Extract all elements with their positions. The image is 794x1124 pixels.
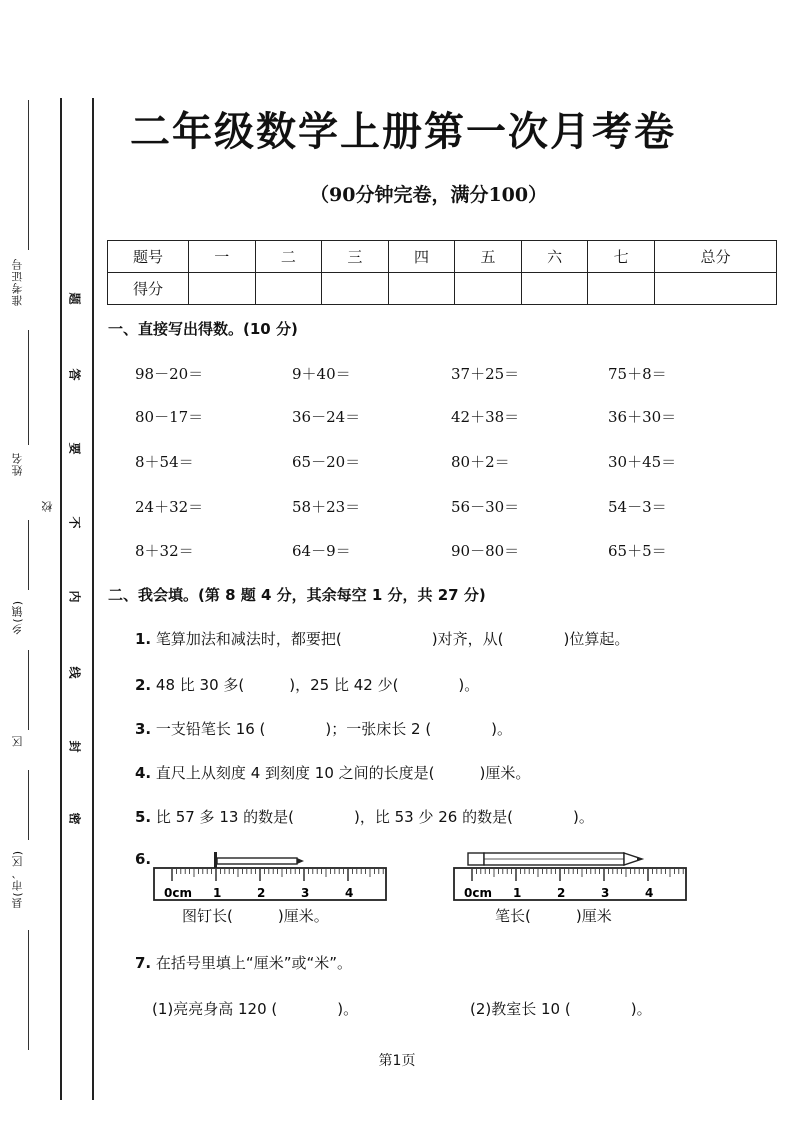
ruler-tick-label: 1 (213, 886, 222, 900)
calc-item: 36＋30＝ (608, 408, 677, 426)
score-table (107, 240, 777, 305)
seal-char: 不 (67, 516, 82, 529)
score-input-cell[interactable] (255, 273, 322, 305)
score-header-cell: 七 (588, 241, 655, 273)
score-input-cell[interactable] (588, 273, 655, 305)
question-text: 笔算加法和减法时，都要把( )对齐，从( )位算起。 (155, 630, 630, 648)
score-input-cell[interactable] (189, 273, 256, 305)
score-header-cell: 三 (322, 241, 389, 273)
question-1 (135, 628, 629, 649)
score-input-cell[interactable] (455, 273, 522, 305)
score-header-cell: 四 (388, 241, 455, 273)
question-text: 比 57 多 13 的数是( )，比 53 少 26 的数是( )。 (155, 808, 594, 826)
calc-item: 36－24＝ (292, 408, 361, 426)
side-label-name: 姓名 (11, 452, 24, 476)
question-7 (135, 952, 352, 973)
question-number: 7. (135, 954, 152, 972)
calc-item: 75＋8＝ (608, 365, 667, 383)
seal-char: 密 (67, 812, 82, 825)
side-label-district: 区 (11, 735, 24, 747)
question-2 (135, 674, 479, 695)
question-number: 1. (135, 630, 152, 648)
question-number: 2. (135, 676, 152, 694)
calc-item: 24＋32＝ (135, 498, 204, 516)
score-header-cell: 五 (455, 241, 522, 273)
calc-item: 65－20＝ (292, 453, 361, 471)
calc-item: 54－3＝ (608, 498, 667, 516)
side-underline (28, 770, 29, 840)
ruler-caption-pencil: 笔长( )厘米 (495, 907, 612, 925)
question-6 (135, 850, 151, 868)
seal-char: 内 (67, 590, 82, 603)
side-underline (28, 930, 29, 1050)
pencil-icon (468, 853, 642, 865)
score-header-cell: 题号 (108, 241, 189, 273)
question-7-part-1: (1)亮亮身高 120 ( )。 (152, 1000, 359, 1018)
side-label-school: 校 (41, 500, 54, 512)
calc-item: 42＋38＝ (451, 408, 520, 426)
question-number: 5. (135, 808, 152, 826)
ruler-caption-thumbtack: 图钉长( )厘米。 (182, 907, 329, 925)
seal-char: 线 (67, 666, 82, 679)
question-text: 直尺上从刻度 4 到刻度 10 之间的长度是( )厘米。 (155, 764, 531, 782)
section-1-title: 一、直接写出得数。(10 分) (108, 320, 298, 338)
calc-item: 90－80＝ (451, 542, 520, 560)
page-subtitle: （90分钟完卷，满分100） (310, 184, 548, 206)
ruler-thumbtack-figure (152, 848, 392, 904)
question-text: 在括号里填上“厘米”或“米”。 (155, 954, 353, 972)
seal-char: 封 (67, 740, 82, 753)
calc-item: 80＋2＝ (451, 453, 510, 471)
binding-line-left (60, 98, 62, 1100)
seal-char: 题 (67, 292, 82, 305)
calc-item: 80－17＝ (135, 408, 204, 426)
question-number: 6. (135, 850, 152, 868)
side-underline (28, 520, 29, 590)
section-2-title: 二、我会填。(第 8 题 4 分，其余每空 1 分，共 27 分) (108, 586, 486, 604)
ruler-tick-label: 3 (601, 886, 610, 900)
score-row-label: 得分 (108, 273, 189, 305)
calc-item: 64－9＝ (292, 542, 351, 560)
ruler-tick-label: 4 (345, 886, 354, 900)
calc-item: 8＋32＝ (135, 542, 194, 560)
side-label-exam-number: 准考证号 (11, 258, 24, 306)
question-3 (135, 718, 512, 739)
calc-item: 98－20＝ (135, 365, 204, 383)
ruler-tick-label: 1 (513, 886, 522, 900)
score-table-score-row (108, 273, 777, 305)
side-underline (28, 650, 29, 730)
question-text: 一支铅笔长 16 ( )；一张床长 2 ( )。 (155, 720, 513, 738)
score-input-cell[interactable] (521, 273, 588, 305)
ruler-tick-label: 0cm (164, 886, 192, 900)
seal-char: 要 (67, 442, 82, 455)
seal-char: 答 (67, 368, 82, 381)
calc-item: 37＋25＝ (451, 365, 520, 383)
binding-line-right (92, 98, 94, 1100)
calc-item: 30＋45＝ (608, 453, 677, 471)
calc-item: 56－30＝ (451, 498, 520, 516)
page-number: 第1页 (378, 1053, 416, 1069)
side-label-township: 乡(镇) (11, 600, 24, 635)
ruler-tick-label: 2 (557, 886, 566, 900)
side-underline (28, 100, 29, 250)
ruler-tick-label: 0cm (464, 886, 492, 900)
calc-item: 9＋40＝ (292, 365, 351, 383)
ruler-tick-label: 3 (301, 886, 310, 900)
score-header-cell: 总分 (654, 241, 776, 273)
calc-item: 65＋5＝ (608, 542, 667, 560)
score-table-header-row (108, 241, 777, 273)
score-header-cell: 二 (255, 241, 322, 273)
page-title: 二年级数学上册第一次月考卷 (130, 108, 676, 155)
calc-item: 8＋54＝ (135, 453, 194, 471)
side-underline (28, 330, 29, 445)
score-input-cell[interactable] (654, 273, 776, 305)
score-header-cell: 六 (521, 241, 588, 273)
score-input-cell[interactable] (388, 273, 455, 305)
side-label-county: 县(市、区) (11, 850, 24, 909)
question-text: 48 比 30 多( )，25 比 42 少( )。 (155, 676, 480, 694)
score-input-cell[interactable] (322, 273, 389, 305)
question-4 (135, 762, 530, 783)
question-7-part-2: (2)教室长 10 ( )。 (470, 1000, 652, 1018)
question-number: 4. (135, 764, 152, 782)
question-number: 3. (135, 720, 152, 738)
calc-item: 58＋23＝ (292, 498, 361, 516)
ruler-tick-label: 2 (257, 886, 266, 900)
score-header-cell: 一 (189, 241, 256, 273)
question-5 (135, 806, 594, 827)
ruler-tick-label: 4 (645, 886, 654, 900)
ruler-pencil-figure (452, 848, 692, 904)
